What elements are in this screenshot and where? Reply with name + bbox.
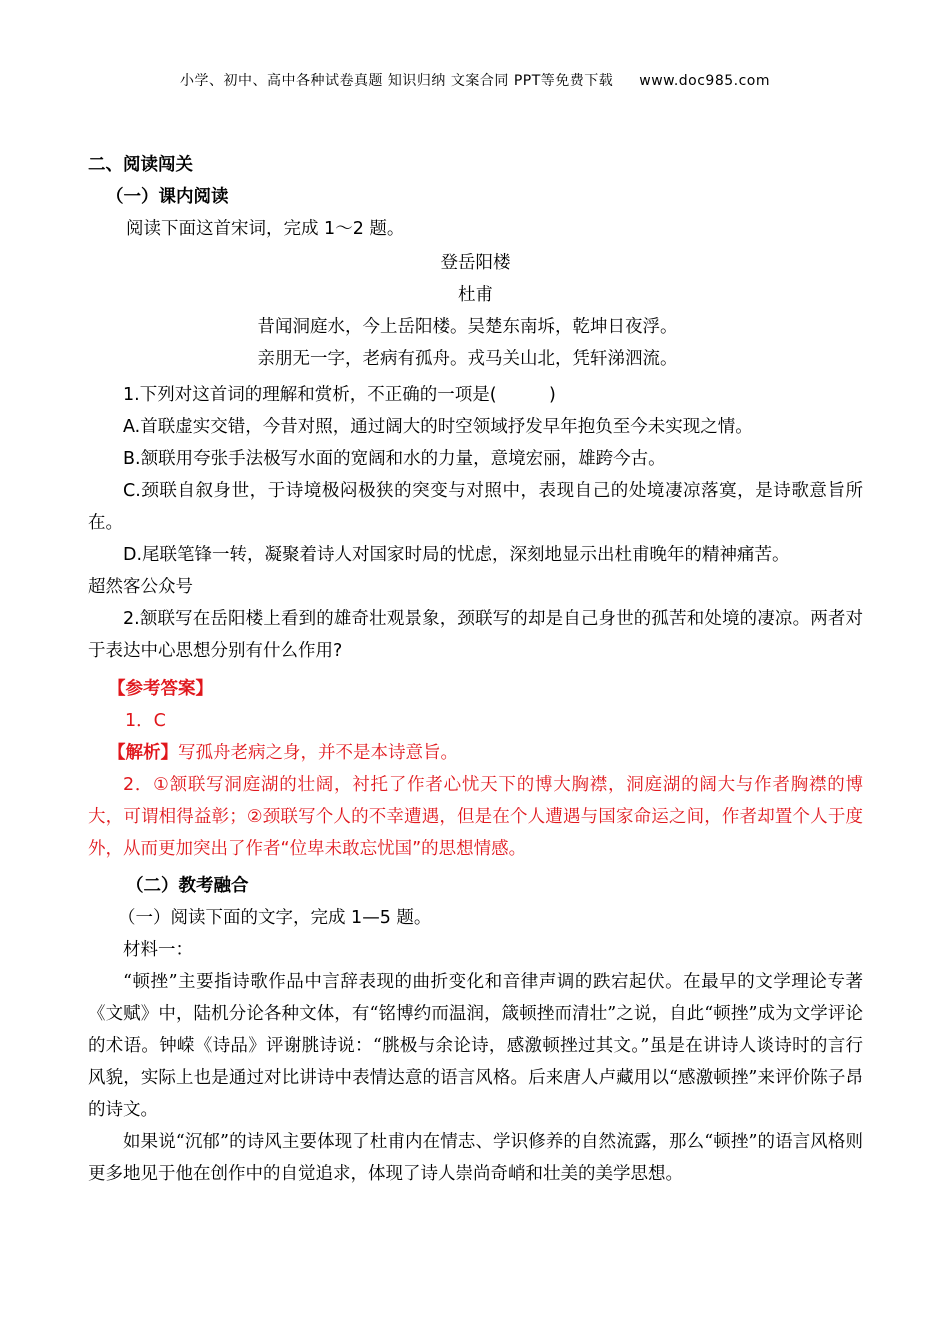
poem-line-1: 昔闻洞庭水，今上岳阳楼。吴楚东南坼，乾坤日夜浮。 xyxy=(257,317,678,337)
section-title: 二、阅读闯关 xyxy=(88,155,193,175)
question-1 xyxy=(88,379,863,667)
poem-line-2: 亲朋无一字，老病有孤舟。戎马关山北，凭轩涕泗流。 xyxy=(257,349,678,369)
section2-title: （二）教考融合 xyxy=(126,876,249,896)
material-label: 材料一： xyxy=(123,940,193,960)
q1-option-b: B.颔联用夸张手法极写水面的宽阔和水的力量，意境宏丽，雄跨今古。 xyxy=(123,449,666,469)
q1-option-c: C.颈联自叙身世，于诗境极闷极狭的突变与对照中，表现自己的处境凄凉落寞，是诗歌意旨所在。 xyxy=(88,481,863,533)
poem-title: 登岳阳楼 xyxy=(440,253,511,273)
header-url: www.doc985.com xyxy=(639,73,771,89)
subsection-title-1: （一）课内阅读 xyxy=(106,187,229,207)
instruction-1: 阅读下面这首宋词，完成 1～2 题。 xyxy=(126,219,405,239)
answer-2: 2．①颔联写洞庭湖的壮阔，衬托了作者心忧天下的博大胸襟，洞庭湖的阔大与作者胸襟的博大，可谓相得益彰；②颈联写个人的不幸遭遇，但是在个人遭遇与国家命运之间，作者却置个人于度外，从而更加突出了作者“位卑未敢忘忧国”的思想情感。 xyxy=(88,775,863,859)
analysis-label: 【解析】 xyxy=(108,743,178,763)
material-paragraph-2: 如果说“沉郁”的诗风主要体现了杜甫内在情志、学识修养的自然流露，那么“顿挫”的语言风格则更多地见于他在创作中的自觉追求，体现了诗人崇尚奇峭和壮美的美学思想。 xyxy=(88,1132,863,1184)
q1-option-d-extra: 超然客公众号 xyxy=(88,577,193,597)
page-header xyxy=(0,70,950,90)
poem-author: 杜甫 xyxy=(458,285,493,305)
q2-stem: 2.颔联写在岳阳楼上看到的雄奇壮观景象，颈联写的却是自己身世的孤苦和处境的凄凉。两者对于表达中心思想分别有什么作用? xyxy=(88,609,863,661)
header-text: 小学、初中、高中各种试卷真题 知识归纳 文案合同 PPT等免费下载 xyxy=(179,73,614,89)
section2-instruction: （一）阅读下面的文字，完成 1—5 题。 xyxy=(118,908,432,928)
analysis-text: 写孤舟老病之身，并不是本诗意旨。 xyxy=(178,743,458,763)
material-paragraph-1: “顿挫”主要指诗歌作品中言辞表现的曲折变化和音律声调的跌宕起伏。在最早的文学理论专著《文赋》中，陆机分论各种文体，有“铭博约而温润，箴顿挫而清壮”之说，自此“顿挫”成为文学评论的术语。钟嵘《诗品》评谢朓诗说：“朓极与余论诗，感激顿挫过其文。”虽是在讲诗人谈诗时的言行风貌，实际上也是通过对比讲诗中表情达意的语言风格。后来唐人卢藏用以“感激顿挫”来评价陈子昂的诗文。 xyxy=(88,972,863,1120)
answer-label: 【参考答案】 xyxy=(108,679,213,699)
q1-stem: 1.下列对这首词的理解和赏析，不正确的一项是( ) xyxy=(123,385,556,405)
answer-block xyxy=(88,673,863,865)
q1-option-a: A.首联虚实交错，今昔对照，通过阔大的时空领域抒发早年抱负至今未实现之情。 xyxy=(123,417,753,437)
q1-option-d: D.尾联笔锋一转，凝聚着诗人对国家时局的忧虑，深刻地显示出杜甫晚年的精神痛苦。 xyxy=(123,545,790,565)
answer-1: 1．C xyxy=(125,711,166,731)
section-2 xyxy=(88,870,863,1190)
section-reading xyxy=(88,149,863,375)
